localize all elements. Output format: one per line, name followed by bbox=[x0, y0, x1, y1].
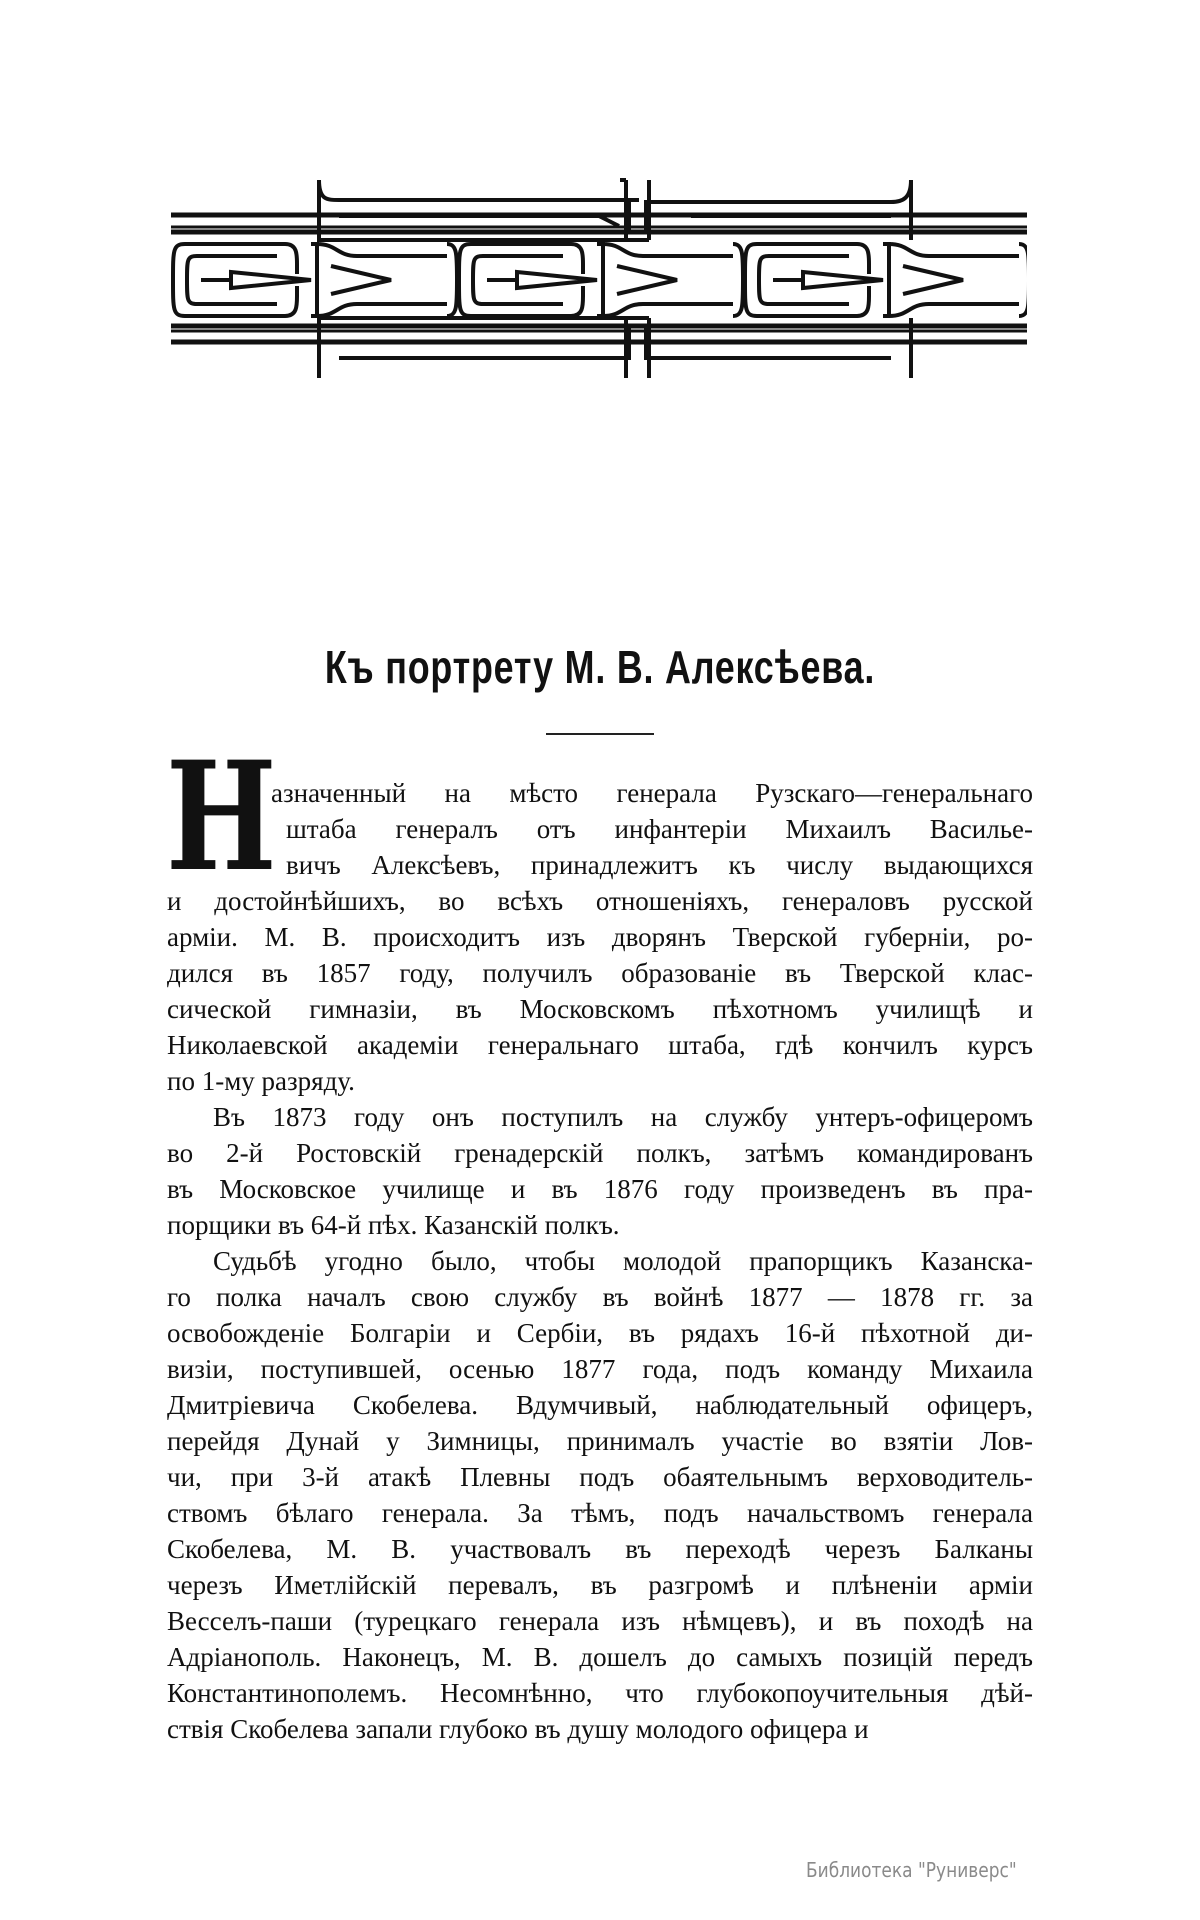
decorative-ornament-header bbox=[171, 176, 1027, 382]
text-line: визіи, поступившей, осенью 1877 года, подъ команду Михаила bbox=[167, 1354, 1033, 1384]
drop-cap: Н bbox=[166, 729, 277, 905]
text-line: Адріанополь. Наконецъ, М. В. дошелъ до самыхъ позицій передъ bbox=[167, 1642, 1033, 1672]
text-line: ствія Скобелева запали глубоко въ душу молодого офицера и bbox=[167, 1714, 869, 1744]
title-divider bbox=[546, 733, 654, 735]
text-line: штаба генералъ отъ инфантеріи Михаилъ Василье- bbox=[286, 814, 1033, 844]
text-line: Весселъ-паши (турецкаго генерала изъ нѣмцевъ), и въ походѣ на bbox=[167, 1606, 1033, 1636]
text-line: перейдя Дунай у Зимницы, принималъ участіе во взятіи Лов- bbox=[167, 1426, 1033, 1456]
text-line: въ Московское училище и въ 1876 году произведенъ въ пра- bbox=[167, 1174, 1033, 1204]
text-line: Въ 1873 году онъ поступилъ на службу унтеръ-офицеромъ bbox=[213, 1102, 1033, 1132]
text-line: Константинополемъ. Несомнѣнно, что глубокопоучительныя дѣй- bbox=[167, 1678, 1033, 1708]
text-line: сической гимназіи, въ Московскомъ пѣхотномъ училищѣ и bbox=[167, 994, 1033, 1024]
text-line: черезъ Иметлійскій перевалъ, въ разгромѣ и плѣненіи арміи bbox=[167, 1570, 1033, 1600]
text-line: го полка началъ свою службу въ войнѣ 1877 — 1878 гг. за bbox=[167, 1282, 1033, 1312]
text-line: по 1-му разряду. bbox=[167, 1066, 355, 1096]
text-line: и достойнѣйшихъ, во всѣхъ отношеніяхъ, генераловъ русской bbox=[167, 886, 1033, 916]
text-line: дился въ 1857 году, получилъ образованіе въ Тверской клас- bbox=[167, 958, 1033, 988]
text-line: порщики въ 64-й пѣх. Казанскій полкъ. bbox=[167, 1210, 620, 1240]
text-line: Скобелева, М. В. участвовалъ въ переходѣ черезъ Балканы bbox=[167, 1534, 1033, 1564]
text-line: арміи. М. В. происходитъ изъ дворянъ Тверской губерніи, ро- bbox=[167, 922, 1033, 952]
library-watermark: Библиотека "Руниверс" bbox=[806, 1858, 1017, 1882]
text-line: во 2-й Ростовскій гренадерскій полкъ, затѣмъ командированъ bbox=[167, 1138, 1033, 1168]
text-line: освобожденіе Болгаріи и Сербіи, въ рядахъ 16-й пѣхотной ди- bbox=[167, 1318, 1033, 1348]
text-line: Дмитріевича Скобелева. Вдумчивый, наблюдательный офицеръ, bbox=[167, 1390, 1033, 1420]
text-line: вичъ Алексѣевъ, принадлежитъ къ числу выдающихся bbox=[286, 850, 1033, 880]
page-title: Къ портрету М. В. Алексѣева. bbox=[324, 641, 876, 693]
text-line: ствомъ бѣлаго генерала. За тѣмъ, подъ начальствомъ генерала bbox=[167, 1498, 1033, 1528]
text-line: чи, при 3-й атакѣ Плевны подъ обаятельнымъ верховодитель- bbox=[167, 1462, 1033, 1492]
text-line: азначенный на мѣсто генерала Рузскаго—генеральнаго bbox=[271, 778, 1033, 808]
text-line: Судьбѣ угодно было, чтобы молодой прапорщикъ Казанска- bbox=[213, 1246, 1033, 1276]
text-line: Николаевской академіи генеральнаго штаба, гдѣ кончилъ курсъ bbox=[167, 1030, 1033, 1060]
